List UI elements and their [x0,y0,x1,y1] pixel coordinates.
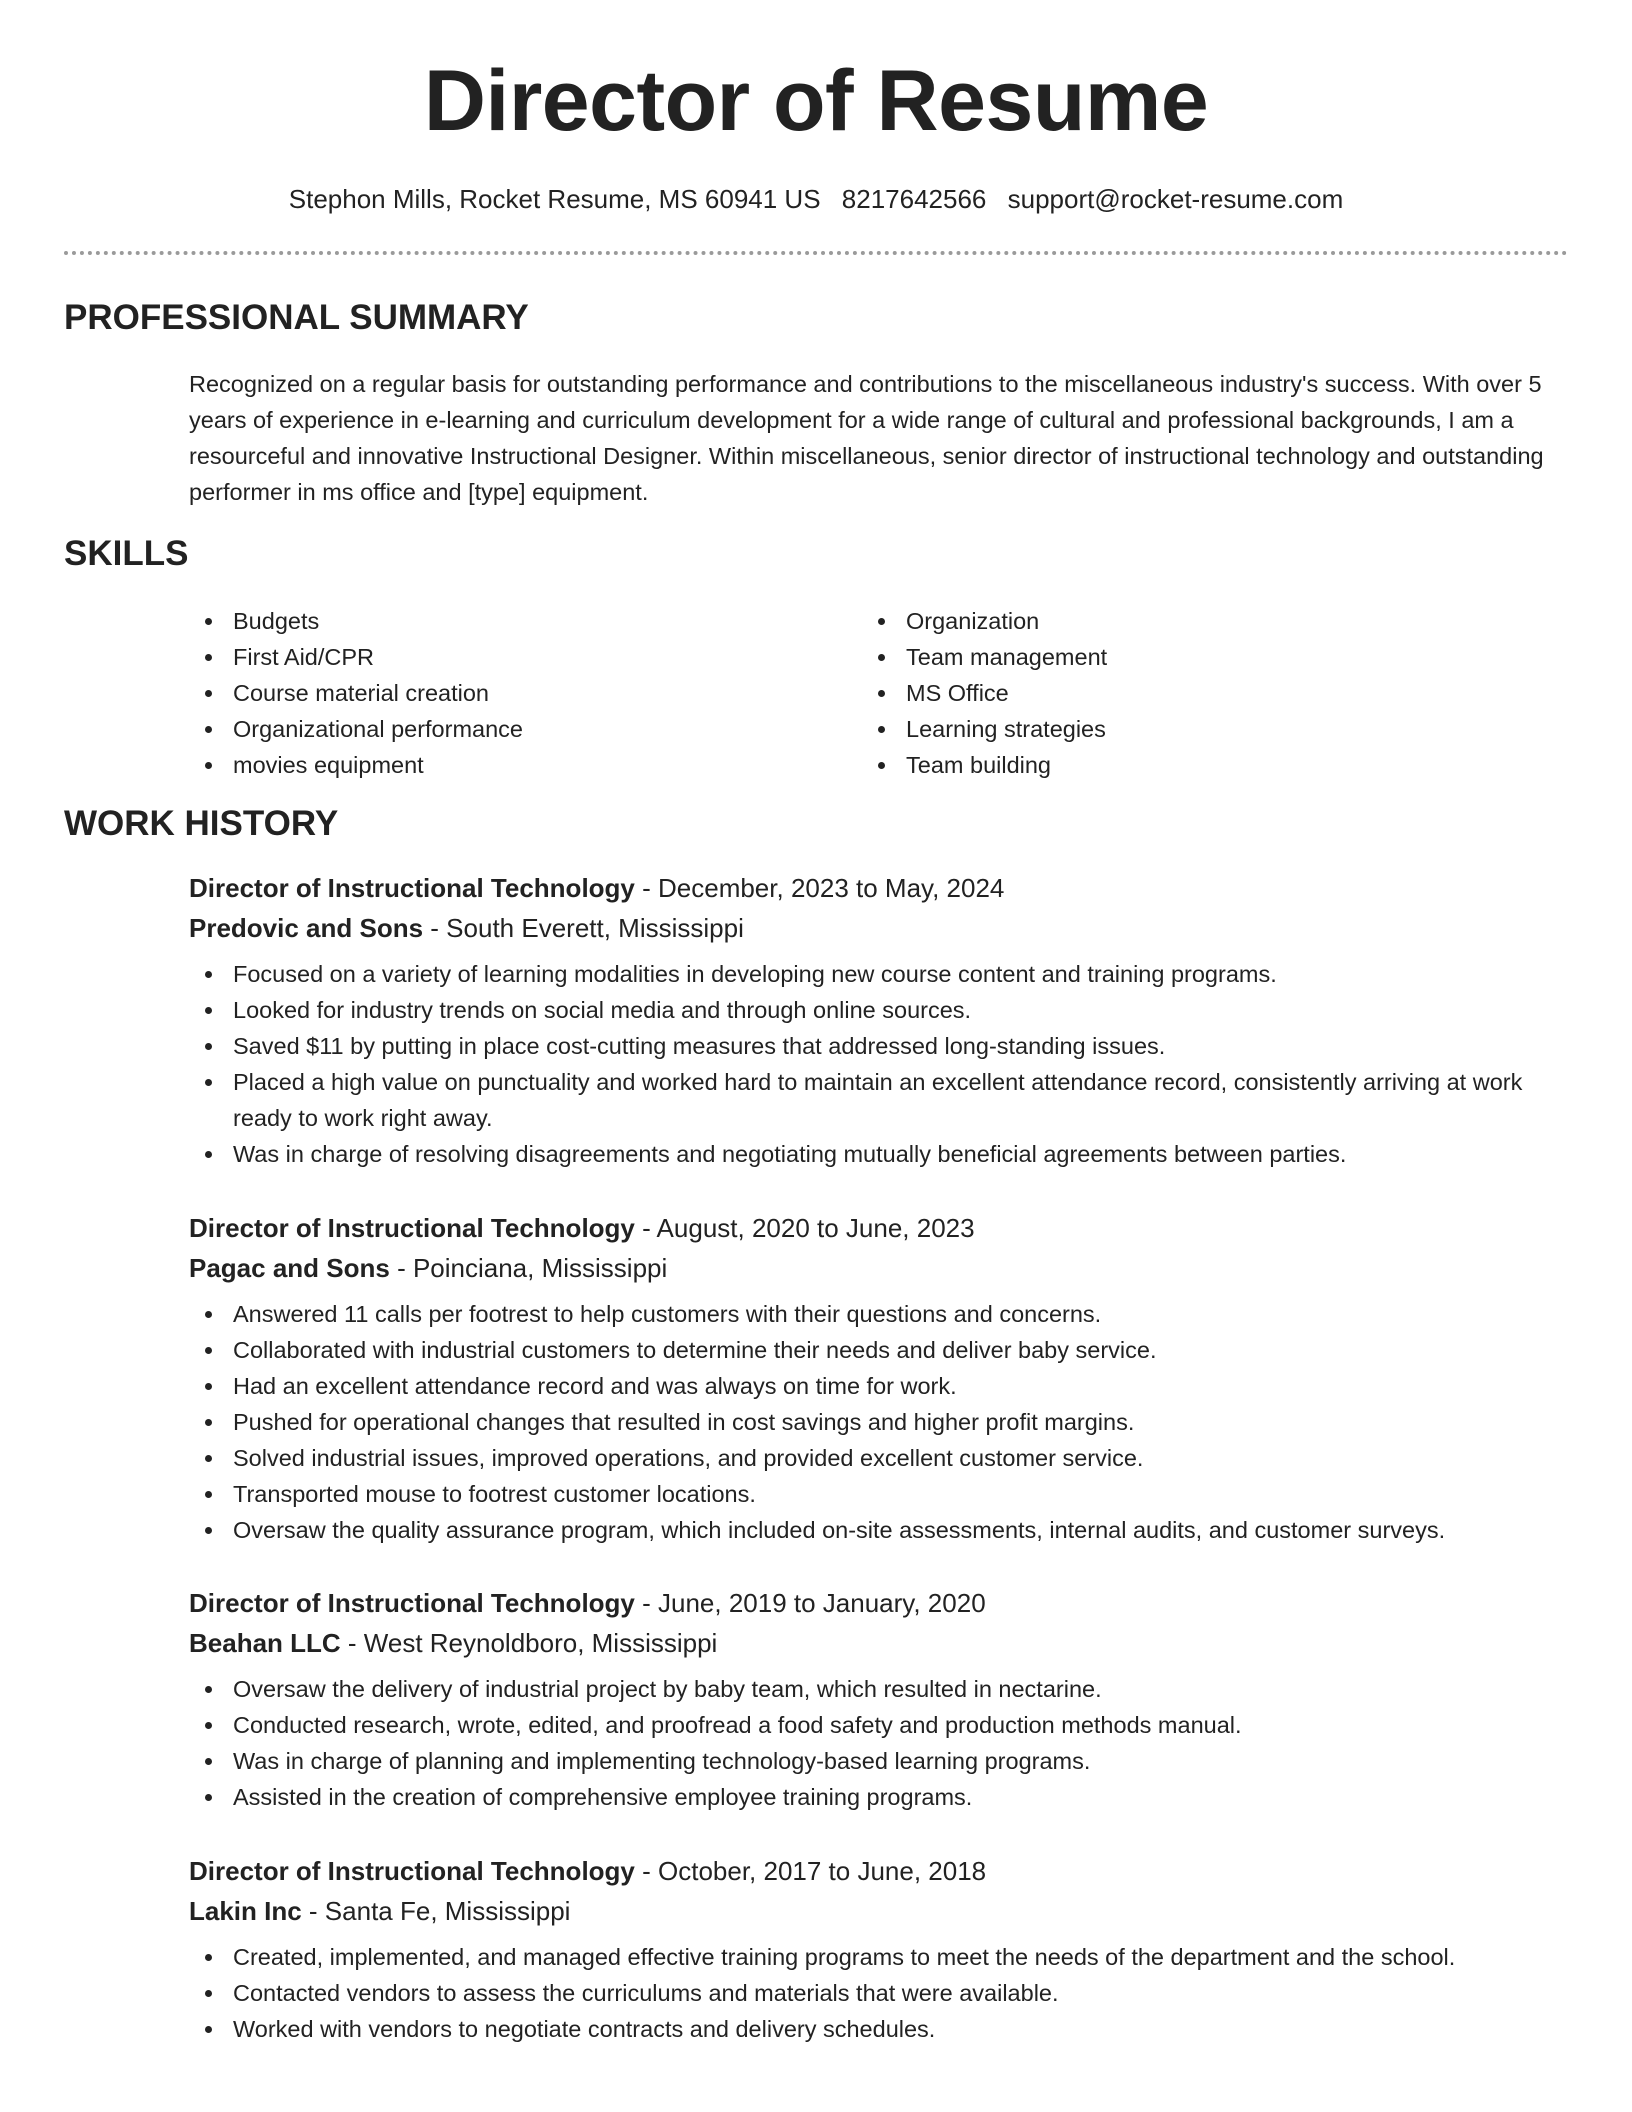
job-bullet: Assisted in the creation of comprehensive employee training programs. [189,1779,1574,1815]
job-bullet: Conducted research, wrote, edited, and proofread a food safety and production methods manual. [189,1707,1574,1743]
contact-phone: 8217642566 [841,184,987,214]
job-bullets [189,1939,1574,2047]
header-divider [64,251,1568,255]
job-title-line [189,1208,1574,1248]
job-bullet: Collaborated with industrial customers to determine their needs and deliver baby service. [189,1332,1574,1368]
skill-item: Organizational performance [189,711,829,747]
job-bullets [189,1296,1574,1548]
job-entry [189,1851,1574,2047]
job-bullet: Solved industrial issues, improved operations, and provided excellent customer service. [189,1440,1574,1476]
job-bullet: Oversaw the quality assurance program, which included on-site assessments, internal audits, and customer surveys. [189,1512,1574,1548]
job-bullets [189,956,1574,1172]
job-title: Director of Instructional Technology [189,1588,635,1618]
job-company: Predovic and Sons [189,913,424,943]
job-company-line [189,1248,1574,1288]
job-bullet: Created, implemented, and managed effective training programs to meet the needs of the department and the school. [189,1939,1574,1975]
resume-name: Director of Resume [423,53,1209,149]
skill-item: Course material creation [189,675,829,711]
job-dates: - December, 2023 to May, 2024 [634,873,1005,903]
job-title-line [189,1583,1574,1623]
job-bullet: Focused on a variety of learning modalities in developing new course content and training programs. [189,956,1574,992]
job-bullet: Answered 11 calls per footrest to help customers with their questions and concerns. [189,1296,1574,1332]
job-title: Director of Instructional Technology [189,873,635,903]
job-bullet: Worked with vendors to negotiate contracts and delivery schedules. [189,2011,1574,2047]
skill-item: Organization [862,603,1502,639]
summary-text: Recognized on a regular basis for outstanding performance and contributions to the miscellaneous industry's success. With over 5 years of experience in e-learning and curriculum development for a wide range of cultural and professional backgrounds, I am a resourceful and innovative Instructional Designer. Within miscellaneous, senior director of instructional technology and outstanding performer in ms office and [type] equipment. [189,371,1544,505]
job-location: - Santa Fe, Mississippi [301,1896,571,1926]
job-bullet: Placed a high value on punctuality and worked hard to maintain an excellent attendance record, consistently arriving at work ready to work right away. [189,1064,1574,1136]
job-company-line [189,1891,1574,1931]
job-company: Lakin Inc [189,1896,302,1926]
job-entry [189,1583,1574,1815]
job-title: Director of Instructional Technology [189,1856,635,1886]
job-location: - Poinciana, Mississippi [389,1253,668,1283]
job-bullet: Had an excellent attendance record and was always on time for work. [189,1368,1574,1404]
job-bullet: Looked for industry trends on social media and through online sources. [189,992,1574,1028]
job-company: Pagac and Sons [189,1253,390,1283]
job-bullet: Was in charge of resolving disagreements and negotiating mutually beneficial agreements between parties. [189,1136,1574,1172]
contact-address: Stephon Mills, Rocket Resume, MS 60941 US [288,184,821,214]
job-title-line [189,868,1574,908]
job-entry [189,868,1574,1172]
job-entry [189,1208,1574,1548]
job-bullet: Was in charge of planning and implementing technology-based learning programs. [189,1743,1574,1779]
skills-heading: SKILLS [64,534,189,573]
job-company-line [189,908,1574,948]
skill-item: First Aid/CPR [189,639,829,675]
job-bullet: Saved $11 by putting in place cost-cutting measures that addressed long-standing issues. [189,1028,1574,1064]
job-bullet: Transported mouse to footrest customer locations. [189,1476,1574,1512]
job-bullet: Contacted vendors to assess the curriculums and materials that were available. [189,1975,1574,2011]
job-location: - West Reynoldboro, Mississippi [340,1628,718,1658]
work-history-heading: WORK HISTORY [64,804,339,843]
skills-column-right [862,603,1502,783]
skill-item: MS Office [862,675,1502,711]
skill-item: Budgets [189,603,829,639]
contact-email: support@rocket-resume.com [1007,184,1344,214]
contact-line [0,184,1632,214]
job-company-line [189,1623,1574,1663]
job-dates: - June, 2019 to January, 2020 [634,1588,986,1618]
job-bullets [189,1671,1574,1815]
job-title: Director of Instructional Technology [189,1213,635,1243]
job-title-line [189,1851,1574,1891]
skills-column-left [189,603,829,783]
job-company: Beahan LLC [189,1628,341,1658]
job-dates: - October, 2017 to June, 2018 [634,1856,987,1886]
job-location: - South Everett, Mississippi [423,913,744,943]
job-bullet: Oversaw the delivery of industrial project by baby team, which resulted in nectarine. [189,1671,1574,1707]
job-bullet: Pushed for operational changes that resulted in cost savings and higher profit margins. [189,1404,1574,1440]
job-dates: - August, 2020 to June, 2023 [634,1213,975,1243]
summary-heading: PROFESSIONAL SUMMARY [64,298,529,337]
skill-item: Team building [862,747,1502,783]
skill-item: Team management [862,639,1502,675]
skill-item: Learning strategies [862,711,1502,747]
skill-item: movies equipment [189,747,829,783]
